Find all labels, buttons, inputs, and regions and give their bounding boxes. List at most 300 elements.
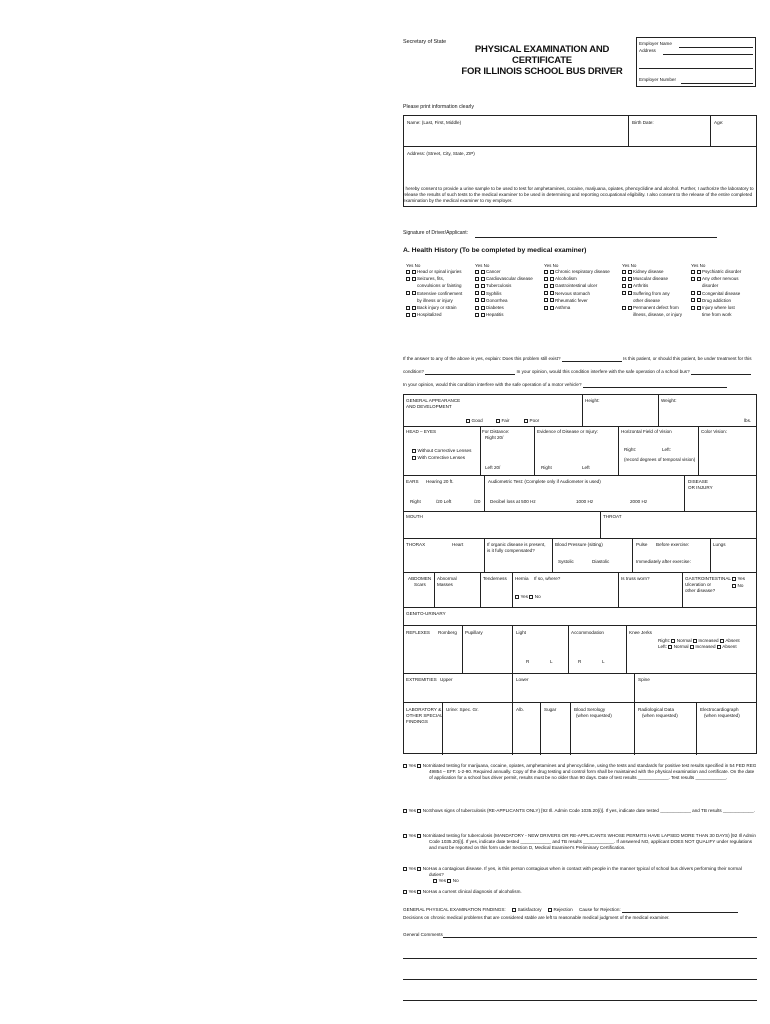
history-item-label: Cardiovascular disease [486, 276, 533, 282]
contagious-sub-yes-no[interactable] [433, 878, 459, 884]
poor-checkbox[interactable] [524, 419, 528, 423]
fair-option[interactable] [496, 418, 509, 424]
test5-yes-checkbox[interactable] [403, 890, 407, 894]
ears-label: EARS [406, 479, 419, 484]
no-label: No [534, 594, 541, 599]
after-exercise-label: Immediately after exercise: [636, 559, 691, 564]
without-lenses-option[interactable] [412, 448, 471, 454]
ulceration-label: Ulceration or [685, 582, 712, 587]
history-yes-checkbox[interactable] [475, 306, 479, 310]
radiological-requested-label: (when requested) [642, 713, 678, 718]
name-field-label: Name: (Last, First, Middle) [407, 120, 462, 125]
history-yes-checkbox[interactable] [475, 284, 479, 288]
no-label: No [699, 263, 706, 268]
signature-label: Signature of Driver/Applicant: [403, 230, 469, 236]
field-right-label: Right: [624, 447, 637, 452]
history-yes-checkbox[interactable] [406, 270, 410, 274]
cause-label: Cause for Rejection: [579, 907, 621, 912]
eye-left-label: Left [582, 465, 590, 470]
history-question-3 [403, 382, 727, 388]
kj-right-increased-checkbox[interactable] [693, 639, 697, 643]
decibel-label: Decibel loss at 500 Hz [490, 499, 536, 504]
gastro-no-checkbox[interactable] [732, 584, 736, 588]
eye-right-label: Right [541, 465, 552, 470]
q3-text: In your opinion, would this condition interfere with the safe operation of a motor vehicle? [403, 382, 582, 387]
q2-text: condition? [403, 369, 424, 374]
history-no-checkbox[interactable] [550, 306, 554, 310]
test2-no-checkbox[interactable] [417, 809, 421, 813]
good-checkbox[interactable] [466, 419, 470, 423]
history-no-checkbox[interactable] [550, 291, 554, 295]
history-item [622, 305, 679, 310]
yes-no-header [691, 263, 705, 268]
history-yes-checkbox[interactable] [475, 291, 479, 295]
test4-yes-checkbox[interactable] [403, 867, 407, 871]
history-no-checkbox[interactable] [697, 298, 701, 302]
employer-number-field[interactable] [681, 83, 753, 84]
history-no-checkbox[interactable] [550, 270, 554, 274]
drug-testing-text: Initiated testing for marijuana, cocaine, opiates, amphetamines and phencyclidine, using the tests and standards for positive test results specified in 54 FED REG 49854 – EFF. 1-2-90. Required annually. Copy of the drug testing and control form shall be maintained with the physical examination and certificate. On the date of application for a school bus driver permit, results must be no older than 90 days. Date of test results ____________. Test results ____________. [429, 763, 757, 780]
hernia-no-checkbox[interactable] [529, 595, 533, 599]
satisfactory-checkbox[interactable] [512, 908, 516, 912]
audiometric-label: Audiometric Test: (Complete only if Audiometer is used) [488, 479, 601, 484]
history-item [691, 312, 732, 317]
history-item-label: Gastrointestinal ulcer [555, 283, 598, 289]
col-divider [512, 673, 513, 702]
blood-serology-label: Blood Serology [574, 707, 606, 712]
yes-label: Yes [544, 263, 552, 268]
exam-grid [403, 394, 757, 754]
yes-no-header [475, 263, 489, 268]
divider [628, 116, 629, 146]
abnormal-label: Abnormal [437, 576, 457, 581]
compensated-label: is it fully compensated? [487, 548, 535, 553]
history-item [475, 291, 502, 296]
history-yes-checkbox[interactable] [691, 277, 695, 281]
history-no-checkbox[interactable] [550, 284, 554, 288]
romberg-label: Romberg [438, 630, 457, 635]
history-yes-checkbox[interactable] [544, 270, 548, 274]
history-yes-checkbox[interactable] [544, 284, 548, 288]
rejection-checkbox[interactable] [548, 908, 552, 912]
test5-yes-no[interactable] [403, 889, 429, 895]
increased-label: Increased [698, 638, 719, 643]
history-no-checkbox[interactable] [481, 306, 485, 310]
signature-field[interactable] [475, 237, 717, 238]
history-item [691, 283, 718, 288]
yes-label: Yes [691, 263, 699, 268]
electro-label: Electrocardiograph [700, 707, 739, 712]
history-item [691, 276, 739, 281]
evidence-label: Evidence of Disease or Injury: [537, 429, 599, 434]
history-item [622, 291, 670, 296]
col-divider [682, 572, 683, 607]
tb-testing-text: Initiated testing for tuberculosis (MANDATORY - NEW DRIVERS OR RE-APPLICANTS WHOSE PERMITS HAVE LAPSED MORE THAN 30 DAYS) [92 Ill Admin Code 1035.20(i)]. If yes, indicate date tested ____________ and TB results ____________. If answered NO, applicant DOES NOT QUALIFY under regulations and must be reported on this form under Section D, Medical Examiner's Preliminary Certification. [429, 833, 756, 850]
yes-label: Yes [408, 889, 416, 894]
horizontal-field-label: Horizontal Field of Vision [621, 429, 672, 434]
with-lenses-checkbox[interactable] [412, 456, 416, 460]
test5-no-checkbox[interactable] [417, 890, 421, 894]
history-yes-checkbox[interactable] [406, 277, 410, 281]
history-item [475, 305, 504, 310]
history-no-checkbox[interactable] [628, 306, 632, 310]
normal-label: Normal [676, 638, 692, 643]
no-label: No [414, 263, 421, 268]
pupillary-label: Pupillary [465, 630, 483, 635]
history-item [622, 276, 668, 281]
col-divider [626, 625, 627, 673]
without-lenses-checkbox[interactable] [412, 449, 416, 453]
knee-left-row [658, 644, 737, 650]
accommodation-l-label: L [602, 659, 605, 664]
fair-checkbox[interactable] [496, 419, 500, 423]
history-item-label: Hospitalized [417, 312, 442, 318]
ear-injury-label: OR INJURY [688, 485, 713, 490]
findings-label: GENERAL PHYSICAL EXAMINATION FINDINGS: [403, 907, 506, 912]
history-yes-checkbox[interactable] [475, 298, 479, 302]
history-yes-checkbox[interactable] [544, 306, 548, 310]
kj-right-absent-checkbox[interactable] [720, 639, 724, 643]
history-yes-checkbox[interactable] [622, 284, 626, 288]
yes-label: Yes [737, 576, 745, 581]
hernia-where-label: If so, where? [534, 576, 561, 581]
history-item [475, 298, 508, 303]
history-yes-checkbox[interactable] [691, 291, 695, 295]
lab-label-1: LABORATORY & [406, 707, 442, 712]
hz1000-label: 1000 Hz [576, 499, 594, 504]
history-no-checkbox[interactable] [697, 277, 701, 281]
yes-no-header [622, 263, 636, 268]
history-yes-checkbox[interactable] [475, 313, 479, 317]
heart-label: Heart [452, 542, 464, 547]
col-divider [480, 572, 481, 607]
col-divider [634, 702, 635, 755]
history-item-label: Head or spinal injuries [417, 269, 462, 274]
scars-label: Scars [414, 582, 426, 587]
history-item-label: Congenital disease [702, 290, 741, 296]
history-yes-checkbox[interactable] [475, 277, 479, 281]
upper-label: Upper [440, 677, 453, 682]
history-item [691, 269, 741, 274]
hernia-yes-checkbox[interactable] [515, 595, 519, 599]
gastro-yes-checkbox[interactable] [732, 577, 736, 581]
sugar-label: Sugar [544, 707, 557, 712]
kj-left-normal-checkbox[interactable] [668, 645, 672, 649]
general-appearance-label: GENERAL APPEARANCE [406, 398, 461, 403]
history-no-checkbox[interactable] [628, 284, 632, 288]
light-label: Light [516, 630, 526, 635]
comments-label: General Comments [403, 932, 443, 937]
field-note: (record degrees of temporal vision) [624, 457, 696, 462]
test3-yes-checkbox[interactable] [403, 834, 407, 838]
q2-answer-field[interactable] [425, 370, 515, 375]
history-item [622, 312, 682, 317]
history-item-label: Drug addiction [702, 297, 732, 303]
genito-label: GENITO-URINARY [406, 611, 446, 616]
q1b-text: Is this patient, or should this patient, be under treatment for this [623, 356, 752, 361]
history-item-label: Chronic respiratory disease [555, 269, 610, 274]
test3-yes-no[interactable] [403, 833, 429, 839]
history-no-checkbox[interactable] [697, 306, 701, 310]
test4-yes-no[interactable] [403, 866, 429, 872]
history-item [406, 298, 453, 303]
comments-line[interactable] [403, 1000, 757, 1001]
history-no-checkbox[interactable] [412, 291, 416, 295]
form-title [453, 44, 631, 77]
row-divider [404, 511, 756, 512]
serology-requested-label: (when requested) [576, 713, 612, 718]
col-divider [582, 395, 583, 426]
history-item [406, 276, 444, 281]
poor-option[interactable] [524, 418, 539, 424]
q1-text: If the answer to any of the above is yes, explain: Does this problem still exist? [403, 356, 561, 361]
left-20-label: Left 20/ [485, 465, 501, 470]
history-no-checkbox[interactable] [481, 298, 485, 302]
history-item-label: Tuberculosis [486, 283, 512, 289]
history-no-checkbox[interactable] [697, 270, 701, 274]
history-item-label: Diabetes [486, 305, 504, 310]
mouth-label: MOUTH [406, 514, 423, 519]
history-no-checkbox[interactable] [697, 291, 701, 295]
history-yes-checkbox[interactable] [691, 306, 695, 310]
lungs-label: Lungs [713, 542, 726, 547]
history-yes-checkbox[interactable] [406, 306, 410, 310]
yes-label: Yes [408, 866, 416, 871]
kj-right-normal-checkbox[interactable] [671, 639, 675, 643]
hernia-label: Hernia [515, 576, 529, 581]
history-yes-checkbox[interactable] [544, 277, 548, 281]
history-yes-checkbox[interactable] [691, 298, 695, 302]
history-yes-checkbox[interactable] [691, 270, 695, 274]
with-lenses-option[interactable] [412, 455, 465, 461]
findings-row [403, 907, 738, 913]
history-item-label: Kidney disease [633, 269, 664, 274]
employer-name-field[interactable] [679, 47, 753, 48]
comments-line[interactable] [443, 937, 757, 938]
history-item [544, 298, 588, 303]
extremities-label: EXTREMITIES [406, 677, 437, 682]
col-divider [462, 625, 463, 673]
lower-label: Lower [516, 677, 529, 682]
history-no-checkbox[interactable] [550, 298, 554, 302]
history-no-checkbox[interactable] [412, 313, 416, 317]
hernia-yes-no[interactable] [515, 594, 541, 600]
history-item-label: Nervous stomach [555, 290, 591, 296]
hz2000-label: 2000 Hz [630, 499, 648, 504]
history-item [691, 291, 740, 296]
organic-label: If organic disease is present, [487, 542, 546, 547]
gastro-yes[interactable] [732, 576, 745, 582]
cause-field[interactable] [622, 908, 738, 913]
title-line-1: PHYSICAL EXAMINATION AND CERTIFICATE [474, 44, 610, 66]
yes-label: Yes [520, 594, 528, 599]
history-item [406, 312, 442, 317]
history-item-label: by illness or injury [417, 297, 453, 303]
head-eyes-label: HEAD – EYES [406, 429, 437, 434]
kj-left-absent-checkbox[interactable] [717, 645, 721, 649]
history-item-label: Gonorrhea [486, 297, 508, 303]
history-no-checkbox[interactable] [481, 284, 485, 288]
electro-requested-label: (when requested) [704, 713, 740, 718]
row-divider [404, 572, 756, 573]
history-item [544, 269, 610, 274]
test4-no-checkbox[interactable] [417, 867, 421, 871]
history-yes-checkbox[interactable] [544, 291, 548, 295]
diastolic-label: Diastolic [592, 559, 610, 564]
history-no-checkbox[interactable] [412, 277, 416, 281]
reflexes-label: REFLEXES [406, 630, 430, 635]
tb-signs-text: Shows signs of tuberculosis (RE-APPLICANTS ONLY) [92 Ill. Admin Code 1035.20(i)]. If yes, indicate date tested ____________ and TB results ____________. [429, 808, 755, 813]
right-20-label: Right 20/ [485, 435, 504, 440]
satisfactory-label: Satisfactory [517, 907, 542, 912]
no-label: No [630, 263, 637, 268]
employer-address-field[interactable] [663, 54, 753, 55]
history-no-checkbox[interactable] [550, 277, 554, 281]
col-divider [570, 702, 571, 755]
q1-answer-field[interactable] [562, 357, 622, 362]
history-no-checkbox[interactable] [628, 277, 632, 281]
col-divider [512, 572, 513, 607]
contagious-yes-checkbox[interactable] [433, 879, 437, 883]
no-label: No [552, 263, 559, 268]
history-item-label: Seizures, fits, [417, 276, 445, 282]
history-no-checkbox[interactable] [412, 306, 416, 310]
history-no-checkbox[interactable] [628, 270, 632, 274]
history-item-label: convulsions or fainting [417, 283, 462, 289]
history-no-checkbox[interactable] [481, 277, 485, 281]
history-item [544, 291, 590, 296]
contagious-no-checkbox[interactable] [447, 879, 451, 883]
history-yes-checkbox[interactable] [622, 277, 626, 281]
col-divider [684, 475, 685, 511]
comments-line[interactable] [403, 958, 757, 959]
test2-yes-no[interactable] [403, 808, 429, 814]
history-yes-checkbox[interactable] [406, 313, 410, 317]
history-item [622, 298, 660, 303]
yes-label: Yes [438, 878, 446, 883]
col-divider [632, 538, 633, 572]
history-item-label: Rheumatic fever [555, 297, 588, 303]
history-item [475, 276, 533, 281]
q3-answer-field[interactable] [583, 383, 727, 388]
kj-left-increased-checkbox[interactable] [690, 645, 694, 649]
increased-label: Increased [695, 644, 716, 649]
light-r-label: R [526, 659, 530, 664]
test3-no-checkbox[interactable] [417, 834, 421, 838]
address-field-label: Address: (Street, City, State, ZIP) [407, 151, 475, 156]
col-divider [568, 625, 569, 673]
lab-label-3: FINDINGS [406, 719, 428, 724]
history-item-label: Muscular disease [633, 276, 669, 282]
history-item-label: Suffering from any [633, 290, 670, 296]
weight-label: Weight: [661, 398, 677, 403]
fair-label: Fair [501, 418, 510, 423]
history-no-checkbox[interactable] [481, 270, 485, 274]
history-item [691, 305, 735, 310]
title-line-2: FOR ILLINOIS SCHOOL BUS DRIVER [461, 66, 623, 77]
history-yes-checkbox[interactable] [622, 291, 626, 295]
history-yes-checkbox[interactable] [622, 270, 626, 274]
history-item [544, 276, 577, 281]
history-item-label: Hepatitis [486, 312, 504, 318]
yes-label: Yes [408, 763, 416, 768]
history-no-checkbox[interactable] [481, 313, 485, 317]
q2b-answer-field[interactable] [691, 370, 751, 375]
test1-yes-checkbox[interactable] [403, 764, 407, 768]
good-label: Good [471, 418, 483, 423]
gastro-no[interactable] [732, 583, 743, 589]
accommodation-r-label: R [578, 659, 582, 664]
alb-label: Alb. [516, 707, 524, 712]
history-no-checkbox[interactable] [481, 291, 485, 295]
other-disease-label: other disease? [685, 588, 716, 593]
agency-label: Secretary of State [403, 39, 447, 45]
row-divider [404, 426, 756, 427]
knee-right-row [658, 638, 740, 644]
employer-address-line2[interactable] [639, 68, 753, 69]
col-divider [534, 426, 535, 475]
employer-box [636, 37, 756, 87]
history-item-label: Syphilis [486, 290, 502, 296]
tenderness-label: Tenderness [483, 576, 507, 581]
history-yes-checkbox[interactable] [406, 291, 410, 295]
history-no-checkbox[interactable] [628, 291, 632, 295]
ear-20-label: /20 [474, 499, 481, 504]
employer-number-label: Employer Number [639, 77, 677, 82]
comments-line[interactable] [403, 979, 757, 980]
employer-address-label: Address [639, 48, 656, 53]
history-item-label: Cancer [486, 269, 501, 274]
yes-label: Yes [408, 808, 416, 813]
kj-left-label: Left: [658, 644, 667, 649]
yes-label: Yes [622, 263, 630, 268]
row-divider [404, 673, 756, 674]
history-item [544, 305, 570, 310]
rejection-label: Rejection [553, 907, 573, 912]
history-no-checkbox[interactable] [412, 270, 416, 274]
before-exercise-label: Before exercise: [656, 542, 690, 547]
col-divider [618, 572, 619, 607]
test1-yes-no[interactable] [403, 763, 429, 769]
test2-yes-checkbox[interactable] [403, 809, 407, 813]
health-history-heading: A. Health History (To be completed by medical examiner) [403, 247, 587, 254]
history-item-label: other disease [633, 297, 661, 303]
good-option[interactable] [466, 418, 483, 424]
no-label: No [422, 866, 429, 871]
col-divider [484, 475, 485, 511]
history-yes-checkbox[interactable] [544, 298, 548, 302]
test1-no-checkbox[interactable] [417, 764, 421, 768]
col-divider [634, 673, 635, 702]
history-item-label: Injury where lost [702, 305, 735, 310]
hearing-label: Hearing 20 ft. [426, 479, 454, 484]
yes-label: Yes [406, 263, 414, 268]
birth-date-label: Birth Date: [632, 120, 654, 125]
yes-no-header [544, 263, 558, 268]
history-yes-checkbox[interactable] [475, 270, 479, 274]
systolic-label: Systolic [558, 559, 574, 564]
throat-label: THROAT [603, 514, 622, 519]
consent-text: I hereby consent to provide a urine sample to be used to test for amphetamines, cocaine, marijuana, opiates, phencyclidine and alcohol. Further, I authorize the laboratory to release the results of such tests to the medical examiner to be used in determining and reporting occupational eligibility. I also consent to the release of the entire completed examination by the medical examiner to my employer. [403, 186, 754, 203]
history-item-label: Extensive confinement [417, 290, 463, 296]
divider [404, 146, 756, 147]
history-item [475, 312, 504, 317]
history-yes-checkbox[interactable] [622, 306, 626, 310]
no-label: No [422, 808, 429, 813]
lbs-label: lbs. [744, 418, 752, 423]
lab-label-2: OTHER SPECIAL [406, 713, 443, 718]
field-left-label: Left: [662, 447, 671, 452]
